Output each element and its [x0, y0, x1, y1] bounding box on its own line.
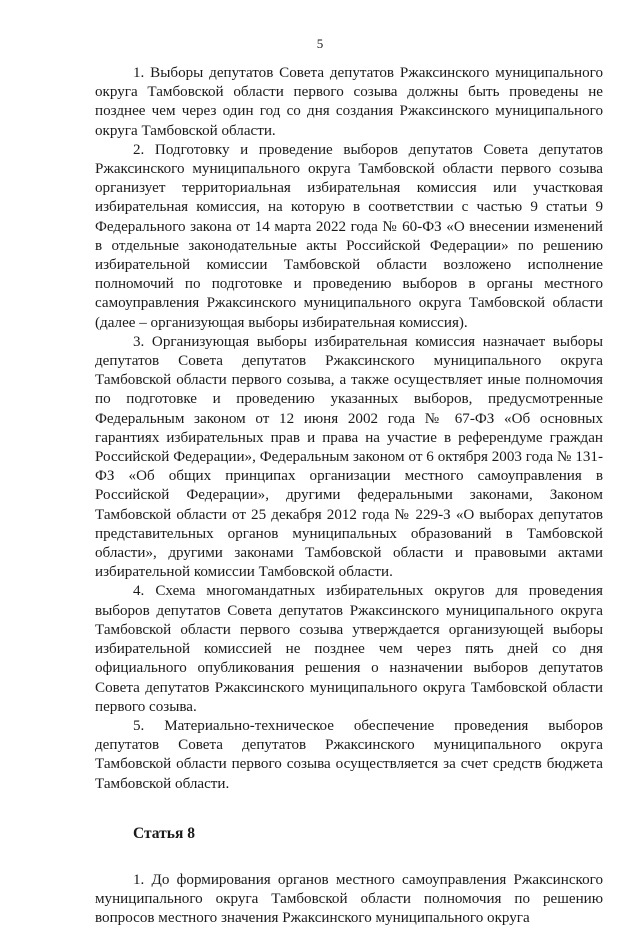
paragraph-4: 4. Схема многомандатных избирательных округов для проведения выборов депутатов Совета депутатов Ржаксинского муниципального округа Тамбовской области первого созыва утверждается организующей выборы избирательной комиссией не позднее чем через пять дней со дня официального опубликования решения о назначении выборов депутатов Совета депутатов Ржаксинского муниципального округа Тамбовской области первого созыва. [95, 583, 603, 715]
page-number: 5 [316, 36, 324, 51]
article-8-paragraph-1: 1. До формирования органов местного самоуправления Ржаксинского муниципального округа Тамбовской области полномочия по решению вопросов местного значения Ржаксинского муниципального округа [95, 871, 603, 927]
paragraph-2: 2. Подготовку и проведение выборов депутатов Совета депутатов Ржаксинского муниципального округа Тамбовской области первого созыва организует территориальная избирательная комиссия или участковая избирательная комиссия, на которую в соответствии с частью 9 статьи 9 Федерального закона от 14 марта 2022 года № 60-ФЗ «О внесении изменений в отдельные законодательные акты Российской Федерации» по решению избирательной комиссии Тамбовской области возложено исполнение полномочий по подготовке и проведению выборов в органы местного самоуправления Ржаксинского муниципального округа Тамбовской области (далее – организующая выборы избирательная комиссия). [95, 141, 603, 331]
paragraph-3: 3. Организующая выборы избирательная комиссия назначает выборы депутатов Совета депутатов Ржаксинского муниципального округа Тамбовской области первого созыва, а также осуществляет иные полномочия по подготовке и проведению указанных выборов, предусмотренные Федеральным законом от 12 июня 2002 года № 67-ФЗ «Об основных гарантиях избирательных прав и права на участие в референдуме граждан Российской Федерации», Федеральным законом от 6 октября 2003 года № 131-ФЗ «Об общих принципах организации местного самоуправления в Российской Федерации», другими федеральными законами, Законом Тамбовской области от 25 декабря 2012 года № 229-З «О выборах депутатов представительных органов муниципальных образований в Тамбовской области», другими законами Тамбовской области и правовыми актами избирательной комиссии Тамбовской области. [95, 333, 603, 581]
article-heading: Статья 8 [133, 824, 195, 842]
document-body [95, 64, 603, 929]
paragraph-5: 5. Материально-техническое обеспечение проведения выборов депутатов Совета депутатов Ржаксинского муниципального округа Тамбовской области первого созыва осуществляется за счет средств бюджета Тамбовской области. [95, 717, 603, 792]
paragraph-1: 1. Выборы депутатов Совета депутатов Ржаксинского муниципального округа Тамбовской области первого созыва должны быть проведены не позднее чем через один год со дня создания Ржаксинского муниципального округа Тамбовской области. [95, 65, 603, 139]
